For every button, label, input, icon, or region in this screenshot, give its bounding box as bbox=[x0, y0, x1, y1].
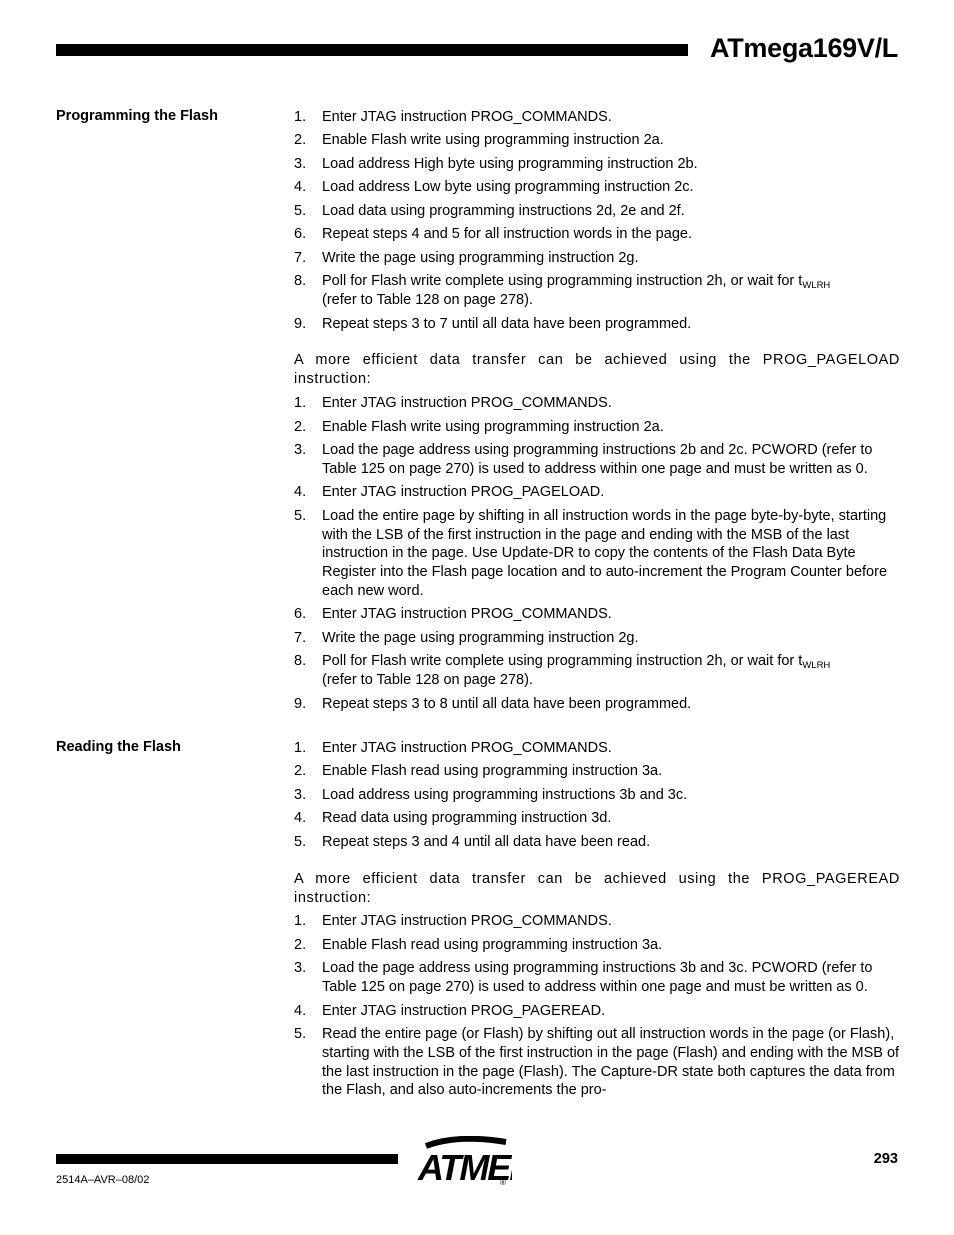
step-text: Enter JTAG instruction PROG_PAGEREAD. bbox=[322, 1002, 606, 1019]
list-item bbox=[294, 155, 900, 174]
step-number: 3. bbox=[294, 442, 307, 459]
list-item bbox=[294, 418, 900, 437]
step-text: Enter JTAG instruction PROG_PAGELOAD. bbox=[322, 484, 605, 501]
step-number: 8. bbox=[294, 653, 307, 670]
step-number: 2. bbox=[294, 132, 307, 149]
step-text: Read data using programming instruction 3d. bbox=[322, 810, 612, 827]
list-item bbox=[294, 912, 900, 931]
step-text: Repeat steps 3 and 4 until all data have been read. bbox=[322, 833, 651, 850]
step-number: 6. bbox=[294, 606, 307, 623]
list-item bbox=[294, 483, 900, 502]
step-number: 1. bbox=[294, 740, 307, 756]
step-text: Enable Flash read using programming instruction 3a. bbox=[322, 936, 663, 953]
list-item bbox=[294, 629, 900, 648]
list-item bbox=[294, 959, 900, 997]
list-item bbox=[294, 762, 900, 781]
step-text: Load data using programming instructions 2d, 2e and 2f. bbox=[322, 202, 685, 219]
step-number: 5. bbox=[294, 202, 307, 219]
list-item bbox=[294, 786, 900, 805]
page-number: 293 bbox=[873, 1151, 898, 1167]
list-item bbox=[294, 272, 900, 310]
step-text: Repeat steps 4 and 5 for all instruction words in the page. bbox=[322, 226, 692, 243]
step-text: Read the entire page (or Flash) by shifting out all instruction words in the page (or Flash), starting with the LSB of the first instruction in the page (Flash) and ending with the MSB of the last instruction in the page (Flash). The Capture-DR state both captures the data from the Flash, and also auto-increments the pro- bbox=[322, 1026, 900, 1099]
step-text: Poll for Flash write complete using programming instruction 2h, or wait for t bbox=[322, 653, 803, 670]
list-item bbox=[294, 739, 900, 758]
step-text: Enter JTAG instruction PROG_COMMANDS. bbox=[322, 606, 612, 623]
step-text: Write the page using programming instruction 2g. bbox=[322, 629, 639, 646]
list-item bbox=[294, 202, 900, 221]
steps-list bbox=[294, 739, 900, 852]
list-item bbox=[294, 1002, 900, 1021]
subscript: WLRH bbox=[802, 660, 831, 672]
paragraph-pageread: A more efficient data transfer can be achieved using the PROG_PAGEREAD instruction: bbox=[294, 870, 900, 906]
list-item bbox=[294, 936, 900, 955]
list-item bbox=[294, 652, 900, 690]
step-number: 4. bbox=[294, 1002, 307, 1019]
logo-wordmark: ATME bbox=[418, 1147, 510, 1188]
step-text: Load the page address using programming instructions 3b and 3c. PCWORD (refer to Table 125 on page 270) is used to address within one page and must be written as 0. bbox=[322, 960, 873, 996]
step-number: 2. bbox=[294, 936, 307, 953]
step-number: 5. bbox=[294, 507, 307, 524]
step-number: 5. bbox=[294, 833, 307, 850]
section-programming-flash bbox=[294, 108, 900, 718]
header-bar bbox=[56, 44, 688, 56]
section-heading-programming-flash: Programming the Flash bbox=[56, 108, 218, 124]
step-number: 6. bbox=[294, 226, 307, 243]
step-number: 4. bbox=[294, 810, 307, 827]
list-item bbox=[294, 441, 900, 479]
step-number: 7. bbox=[294, 249, 307, 266]
step-text: Repeat steps 3 to 7 until all data have been programmed. bbox=[322, 315, 692, 332]
footer-bar bbox=[56, 1154, 398, 1164]
list-item bbox=[294, 178, 900, 197]
step-text: Enable Flash write using programming instruction 2a. bbox=[322, 132, 664, 149]
list-item bbox=[294, 833, 900, 852]
step-text: Enable Flash read using programming instruction 3a. bbox=[322, 763, 663, 780]
step-number: 4. bbox=[294, 179, 307, 196]
step-text: Load address using programming instructions 3b and 3c. bbox=[322, 786, 688, 803]
step-number: 1. bbox=[294, 913, 307, 930]
step-text: Write the page using programming instruction 2g. bbox=[322, 249, 639, 266]
list-item bbox=[294, 809, 900, 828]
step-number: 1. bbox=[294, 395, 307, 412]
section-reading-flash bbox=[294, 739, 900, 1105]
step-number: 2. bbox=[294, 763, 307, 780]
list-item bbox=[294, 695, 900, 714]
step-text: Enter JTAG instruction PROG_COMMANDS. bbox=[322, 109, 612, 125]
step-number: 1. bbox=[294, 109, 307, 125]
step-text: Load the entire page by shifting in all instruction words in the page byte-by-byte, starting with the LSB of the first instruction in the page and ending with the MSB of the last instruction in the page. Use Update-DR to copy the contents of the Flash Data Byte Register into the Flash page location and to auto-increment the Program Counter before each new word. bbox=[322, 507, 888, 599]
step-number: 2. bbox=[294, 418, 307, 435]
paragraph-pageload: A more efficient data transfer can be achieved using the PROG_PAGELOAD instruction: bbox=[294, 352, 900, 388]
steps-list bbox=[294, 912, 900, 1100]
step-number: 3. bbox=[294, 960, 307, 977]
step-text: Enter JTAG instruction PROG_COMMANDS. bbox=[322, 740, 612, 756]
list-item bbox=[294, 605, 900, 624]
list-item bbox=[294, 131, 900, 150]
document-title: ATmega169V/L bbox=[710, 33, 898, 63]
section-heading-reading-flash: Reading the Flash bbox=[56, 739, 181, 755]
document-code: 2514A–AVR–08/02 bbox=[56, 1174, 150, 1186]
step-text-continued: (refer to Table 128 on page 278). bbox=[322, 292, 533, 309]
list-item bbox=[294, 394, 900, 413]
step-number: 5. bbox=[294, 1026, 307, 1043]
atmel-logo bbox=[412, 1136, 512, 1193]
steps-list bbox=[294, 394, 900, 713]
step-number: 3. bbox=[294, 155, 307, 172]
list-item bbox=[294, 108, 900, 127]
steps-list bbox=[294, 108, 900, 333]
step-text: Load address High byte using programming instruction 2b. bbox=[322, 155, 698, 172]
list-item bbox=[294, 315, 900, 334]
registered-mark: ® bbox=[500, 1178, 506, 1187]
step-text: Enter JTAG instruction PROG_COMMANDS. bbox=[322, 395, 612, 412]
step-text-continued: (refer to Table 128 on page 278). bbox=[322, 672, 533, 689]
step-number: 4. bbox=[294, 484, 307, 501]
list-item bbox=[294, 249, 900, 268]
step-text: Enable Flash write using programming instruction 2a. bbox=[322, 418, 664, 435]
list-item bbox=[294, 225, 900, 244]
step-number: 7. bbox=[294, 629, 307, 646]
step-text: Load address Low byte using programming instruction 2c. bbox=[322, 179, 694, 196]
list-item bbox=[294, 1025, 900, 1100]
step-text: Load the page address using programming instructions 2b and 2c. PCWORD (refer to Table 125 on page 270) is used to address within one page and must be written as 0. bbox=[322, 442, 873, 477]
step-text: Repeat steps 3 to 8 until all data have been programmed. bbox=[322, 695, 692, 712]
logo-graphic bbox=[412, 1136, 512, 1188]
step-text: Poll for Flash write complete using programming instruction 2h, or wait for t bbox=[322, 273, 803, 290]
step-number: 9. bbox=[294, 315, 307, 332]
step-number: 8. bbox=[294, 273, 307, 290]
subscript: WLRH bbox=[802, 280, 831, 292]
step-text: Enter JTAG instruction PROG_COMMANDS. bbox=[322, 913, 612, 930]
list-item bbox=[294, 507, 900, 601]
step-number: 3. bbox=[294, 786, 307, 803]
step-number: 9. bbox=[294, 695, 307, 712]
